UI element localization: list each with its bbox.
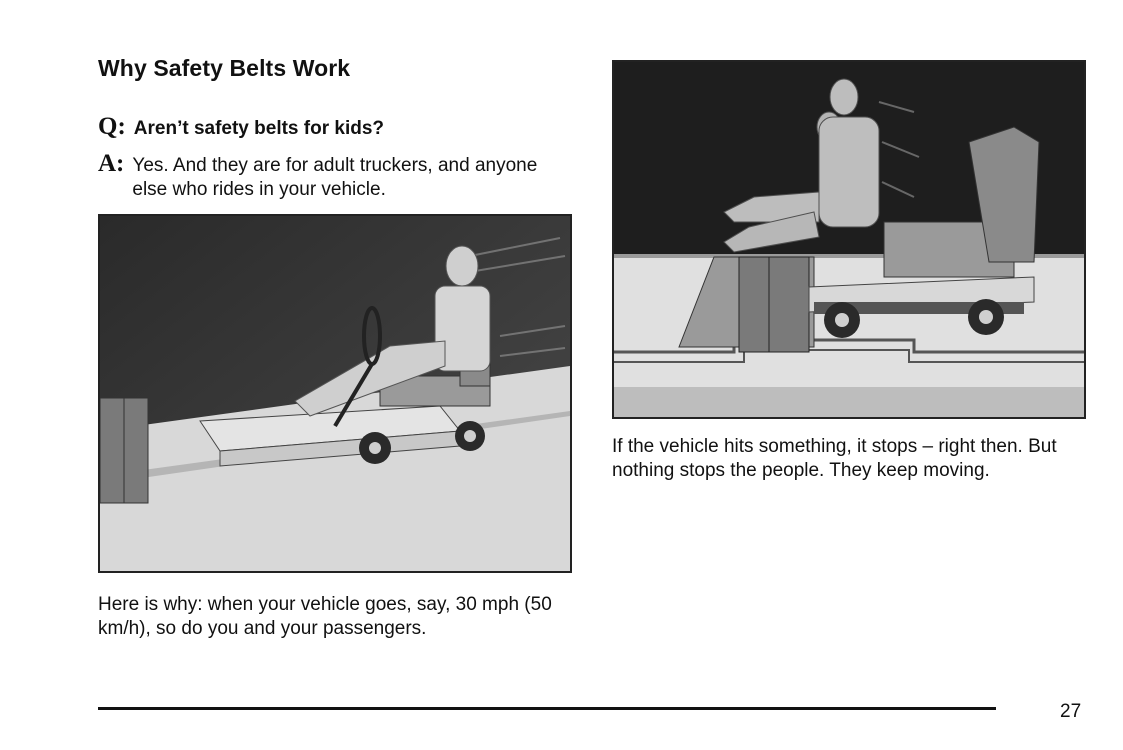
- answer-marker: A:: [98, 150, 125, 177]
- section-title: Why Safety Belts Work: [98, 55, 351, 81]
- question-marker: Q:: [98, 113, 126, 140]
- right-caption: If the vehicle hits something, it stops – right then. But nothing stops the people. They keep moving.: [612, 436, 1057, 481]
- page-number: 27: [1060, 701, 1082, 722]
- question-row: [98, 113, 384, 141]
- crash-illustration: [612, 60, 1086, 419]
- question-text: Aren’t safety belts for kids?: [133, 118, 385, 139]
- answer-text: Yes. And they are for adult truckers, and anyone else who rides in your vehicle.: [132, 155, 538, 200]
- answer-row: [98, 150, 552, 202]
- footer-rule: [98, 707, 996, 710]
- moving-vehicle-illustration: [98, 214, 572, 573]
- left-caption: Here is why: when your vehicle goes, say, 30 mph (50 km/h), so do you and your passengers.: [98, 594, 552, 639]
